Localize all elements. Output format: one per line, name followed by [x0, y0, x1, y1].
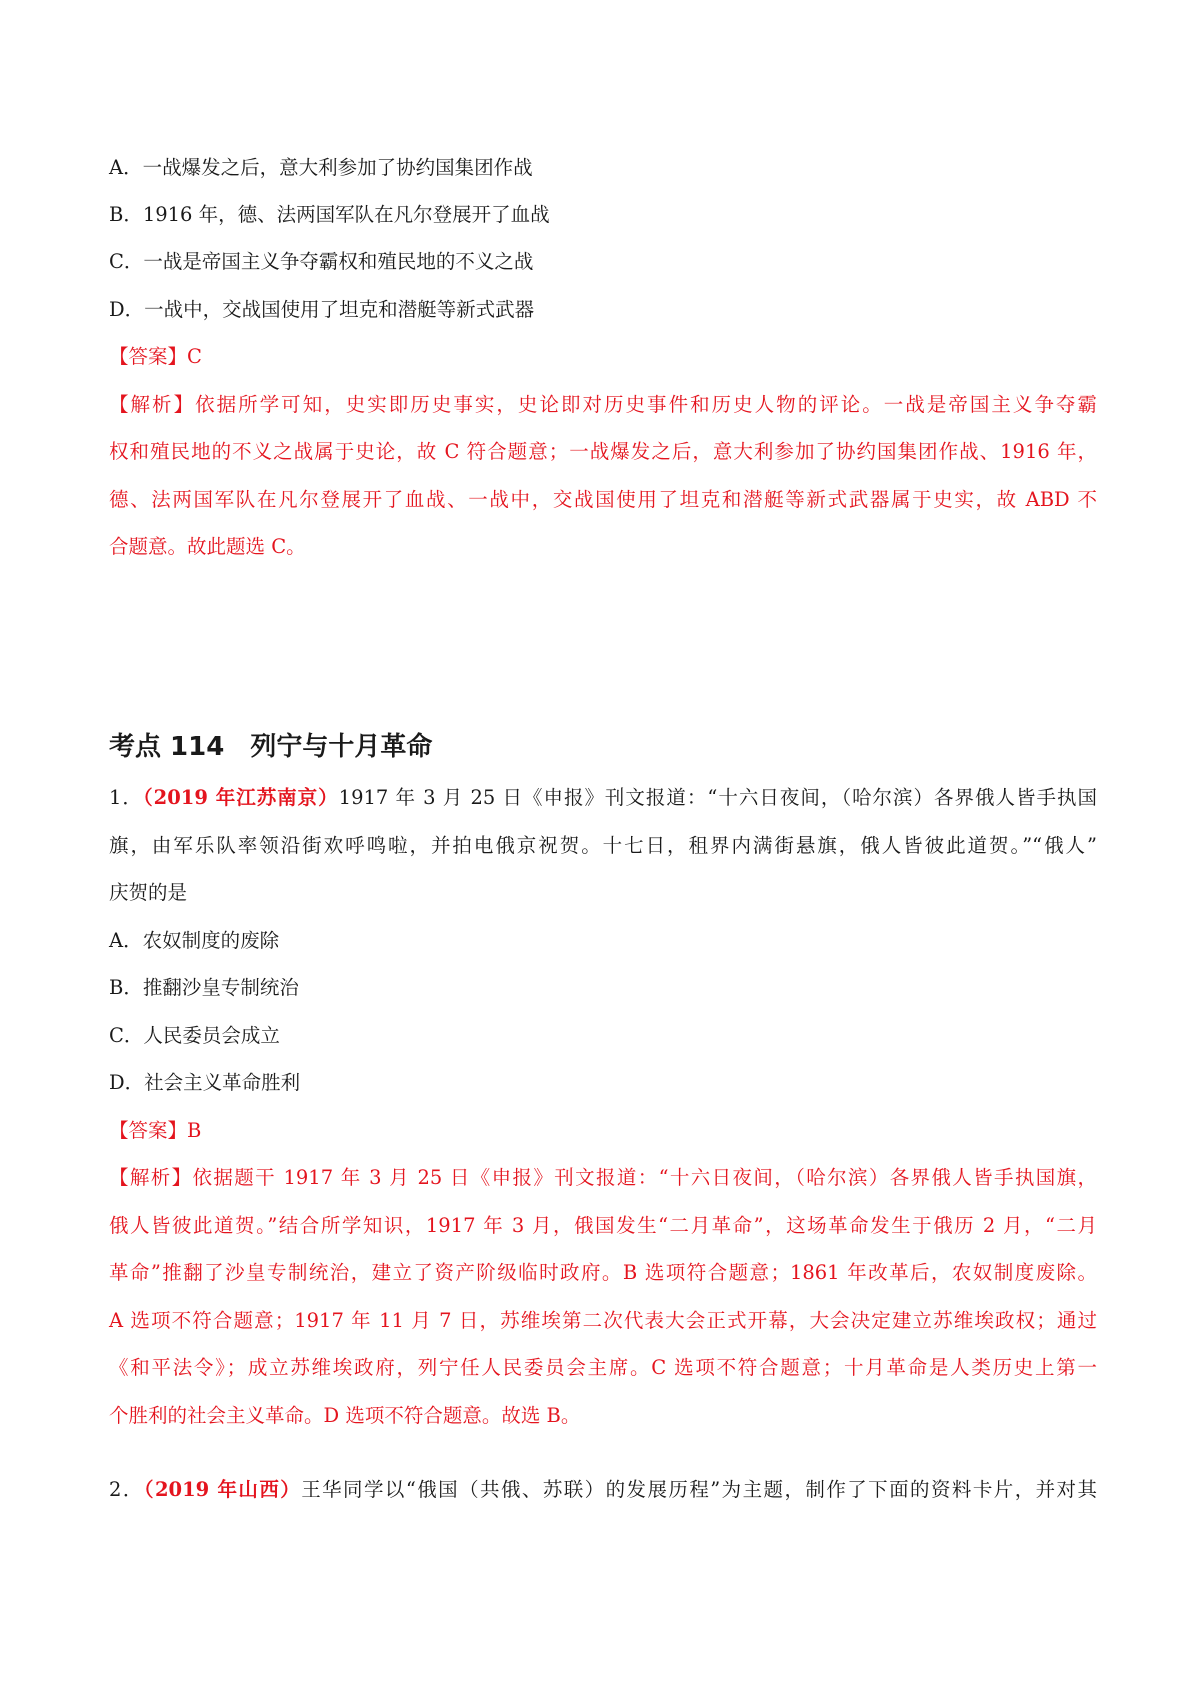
option-a: A．一战爆发之后，意大利参加了协约国集团作战 [109, 156, 533, 179]
analysis-line: A 选项不符合题意；1917 年 11 月 7 日，苏维埃第二次代表大会正式开幕，大会决定建立苏维埃政权；通过 [109, 1309, 1097, 1332]
option-d: D．社会主义革命胜利 [109, 1071, 301, 1094]
question-number: 2． [109, 1478, 144, 1501]
analysis-line: 《和平法令》；成立苏维埃政府，列宁任人民委员会主席。C 选项不符合题意；十月革命是人类历史上第一 [109, 1356, 1097, 1379]
section-number: 考点 114 [109, 732, 225, 762]
analysis-line: 合题意。故此题选 C。 [109, 535, 306, 558]
option-b: B．推翻沙皇专制统治 [109, 976, 299, 999]
question-source: （2019 年江苏南京） [142, 786, 339, 809]
analysis-line: 【解析】依据题干 1917 年 3 月 25 日《申报》刊文报道：“十六日夜间，（哈尔滨）各界俄人皆手执国旗， [109, 1166, 1097, 1189]
option-c: C．一战是帝国主义争夺霸权和殖民地的不义之战 [109, 250, 534, 273]
answer-label: 【答案】C [109, 345, 202, 368]
question-2-stem-line [109, 1480, 1097, 1500]
question-1-stem-line: 旗，由军乐队率领沿街欢呼鸣啦，并拍电俄京祝贺。十七日，租界内满街悬旗，俄人皆彼此道贺。”“俄人” [109, 834, 1097, 857]
option-a: A．农奴制度的废除 [109, 929, 280, 952]
analysis-line: 权和殖民地的不义之战属于史论，故 C 符合题意；一战爆发之后，意大利参加了协约国集团作战、1916 年， [109, 440, 1097, 463]
option-b: B．1916 年，德、法两国军队在凡尔登展开了血战 [109, 203, 550, 226]
question-number: 1． [109, 786, 143, 809]
option-d: D．一战中，交战国使用了坦克和潜艇等新式武器 [109, 298, 535, 321]
question-1-stem-line: 庆贺的是 [109, 881, 188, 904]
analysis-line: 俄人皆彼此道贺。”结合所学知识，1917 年 3 月，俄国发生“二月革命”，这场革命发生于俄历 2 月，“二月 [109, 1214, 1097, 1237]
section-heading [109, 726, 432, 763]
analysis-line: 个胜利的社会主义革命。D 选项不符合题意。故选 B。 [109, 1404, 581, 1427]
section-title: 列宁与十月革命 [250, 732, 433, 762]
question-stem-text: 1917 年 3 月 25 日《申报》刊文报道：“十六日夜间，（哈尔滨）各界俄人皆手执国 [338, 786, 1097, 809]
question-1-stem-line [109, 788, 1097, 808]
question-stem-text: 王华同学以“俄国（共俄、苏联）的发展历程”为主题，制作了下面的资料卡片，并对其 [301, 1478, 1097, 1501]
analysis-line: 革命”推翻了沙皇专制统治，建立了资产阶级临时政府。B 选项符合题意；1861 年改革后，农奴制度废除。 [109, 1261, 1097, 1284]
analysis-line: 【解析】依据所学可知，史实即历史事实，史论即对历史事件和历史人物的评论。一战是帝国主义争夺霸 [109, 393, 1097, 416]
option-c: C．人民委员会成立 [109, 1024, 280, 1047]
answer-label: 【答案】B [109, 1119, 202, 1142]
analysis-line: 德、法两国军队在凡尔登展开了血战、一战中，交战国使用了坦克和潜艇等新式武器属于史实，故 ABD 不 [109, 488, 1097, 511]
question-source: （2019 年山西） [143, 1478, 302, 1501]
